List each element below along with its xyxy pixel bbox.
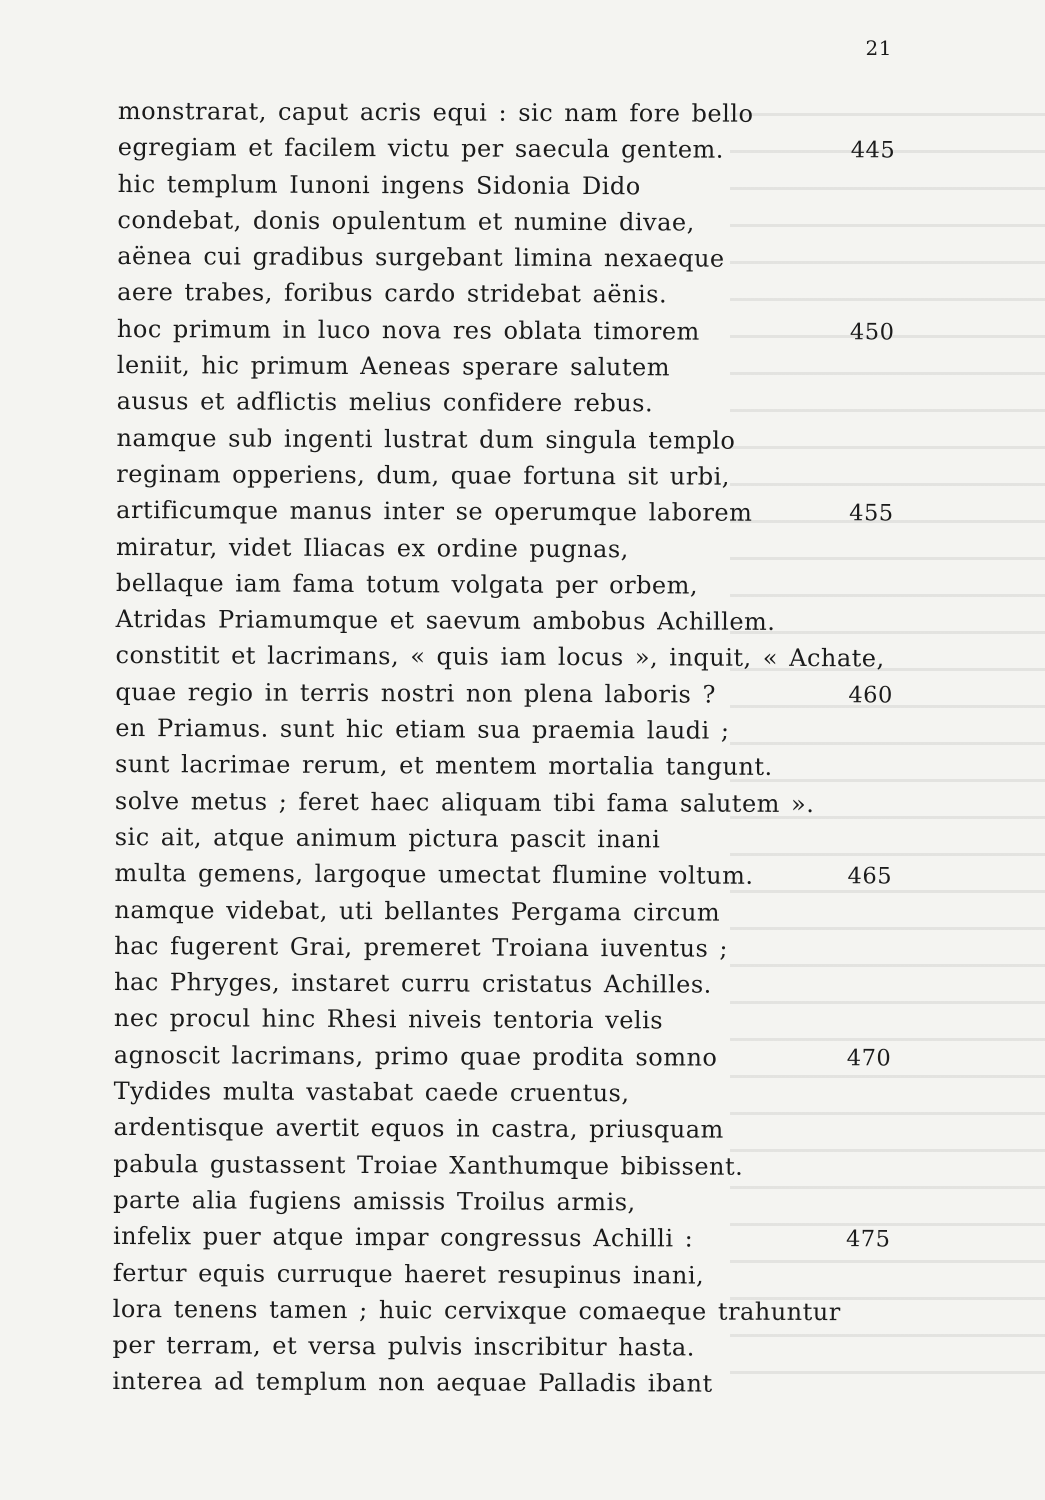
- verse-text: namque sub ingenti lustrat dum singula templo: [116, 423, 736, 455]
- verse-text: hac fugerent Grai, premeret Troiana iuventus ;: [114, 931, 729, 963]
- verse-text: solve metus ; feret haec aliquam tibi fama salutem ».: [114, 786, 815, 818]
- verse-line: [113, 1182, 913, 1222]
- line-number: 460: [848, 681, 893, 709]
- verse-line: [114, 964, 914, 1004]
- verse-line: [113, 1254, 913, 1294]
- verse-line: [116, 456, 916, 496]
- verse-line: [116, 601, 916, 641]
- verse-line: [115, 674, 915, 714]
- verse-text: sic ait, atque animum pictura pascit inani: [114, 822, 661, 854]
- verse-line: [115, 855, 915, 895]
- verse-text: aere trabes, foribus cardo stridebat aënis.: [117, 278, 668, 309]
- page-number: 21: [865, 36, 892, 60]
- verse-text: parte alia fugiens amissis Troilus armis,: [113, 1185, 636, 1217]
- verse-text: miratur, videt Iliacas ex ordine pugnas,: [115, 532, 629, 563]
- verse-text: multa gemens, largoque umectat flumine voltum.: [114, 859, 754, 891]
- verse-block: [112, 93, 918, 1403]
- verse-line: [118, 129, 918, 169]
- line-number: 465: [847, 863, 893, 890]
- verse-line: [117, 347, 917, 387]
- verse-line: [117, 238, 917, 278]
- verse-text: quae regio in terris nostri non plena laboris ?: [115, 677, 716, 709]
- verse-text: infelix puer atque impar congressus Achilli :: [112, 1222, 694, 1253]
- verse-line: [113, 1146, 913, 1186]
- verse-line: [115, 819, 915, 859]
- verse-text: reginam opperiens, dum, quae fortuna sit urbi,: [116, 459, 730, 491]
- line-number: 445: [850, 137, 896, 164]
- verse-line: [114, 1073, 914, 1113]
- verse-text: ausus et adflictis melius confidere rebus.: [116, 387, 654, 418]
- verse-text: aënea cui gradibus surgebant limina nexaeque: [117, 242, 725, 273]
- verse-text: pabula gustassent Troiae Xanthumque bibissent.: [113, 1149, 744, 1181]
- verse-text: condebat, donis opulentum et numine divae,: [117, 205, 695, 237]
- verse-line: [118, 93, 918, 133]
- verse-text: bellaque iam fama totum volgata per orbem,: [115, 568, 699, 600]
- verse-line: [113, 1291, 913, 1331]
- verse-line: [118, 166, 918, 206]
- verse-text: Tydides multa vastabat caede cruentus,: [113, 1077, 630, 1108]
- verse-text: Atridas Priamumque et saevum ambobus Achillem.: [115, 605, 776, 637]
- verse-line: [114, 1037, 914, 1077]
- verse-line: [114, 1000, 914, 1040]
- verse-text: fertur equis curruque haeret resupinus inani,: [112, 1258, 705, 1290]
- verse-text: agnoscit lacrimans, primo quae prodita somno: [113, 1040, 718, 1072]
- verse-text: hoc primum in luco nova res oblata timorem: [116, 314, 700, 346]
- verse-line: [115, 710, 915, 750]
- line-number: 450: [849, 318, 895, 346]
- verse-line: [113, 1218, 913, 1258]
- verse-line: [116, 492, 916, 532]
- line-number: 475: [845, 1226, 891, 1253]
- verse-line: [117, 311, 917, 351]
- verse-text: hac Phryges, instaret curru cristatus Achilles.: [114, 968, 712, 999]
- verse-text: ardentisque avertit equos in castra, priusquam: [113, 1113, 724, 1144]
- line-number: 470: [846, 1044, 892, 1072]
- verse-line: [115, 783, 915, 823]
- verse-text: per terram, et versa pulvis inscribitur hasta.: [112, 1331, 695, 1362]
- verse-line: [116, 529, 916, 569]
- verse-text: nec procul hinc Rhesi niveis tentoria velis: [113, 1004, 664, 1035]
- verse-line: [112, 1327, 912, 1367]
- verse-text: artificumque manus inter se operumque laborem: [116, 496, 753, 528]
- verse-text: lora tenens tamen ; huic cervixque comaeque trahuntur: [112, 1294, 841, 1326]
- verse-line: [116, 420, 916, 460]
- verse-line: [113, 1109, 913, 1149]
- verse-text: hic templum Iunoni ingens Sidonia Dido: [117, 169, 641, 200]
- verse-line: [117, 274, 917, 314]
- verse-text: egregiam et facilem victu per saecula gentem.: [117, 133, 725, 164]
- verse-line: [115, 746, 915, 786]
- verse-text: constitit et lacrimans, « quis iam locus », inquit, « Achate,: [115, 641, 885, 673]
- verse-line: [117, 202, 917, 242]
- verse-text: namque videbat, uti bellantes Pergama circum: [114, 895, 721, 927]
- verse-text: en Priamus. sunt hic etiam sua praemia laudi ;: [115, 714, 730, 745]
- line-number: 455: [849, 500, 894, 527]
- verse-line: [116, 565, 916, 605]
- verse-text: leniit, hic primum Aeneas sperare salutem: [116, 351, 671, 382]
- verse-line: [117, 383, 917, 423]
- verse-line: [114, 892, 914, 932]
- verse-text: monstrarat, caput acris equi : sic nam fore bello: [117, 96, 754, 128]
- verse-text: sunt lacrimae rerum, et mentem mortalia tangunt.: [115, 750, 773, 782]
- verse-line: [112, 1363, 912, 1403]
- verse-line: [114, 928, 914, 968]
- verse-line: [115, 637, 915, 677]
- verse-text: interea ad templum non aequae Palladis ibant: [112, 1367, 713, 1398]
